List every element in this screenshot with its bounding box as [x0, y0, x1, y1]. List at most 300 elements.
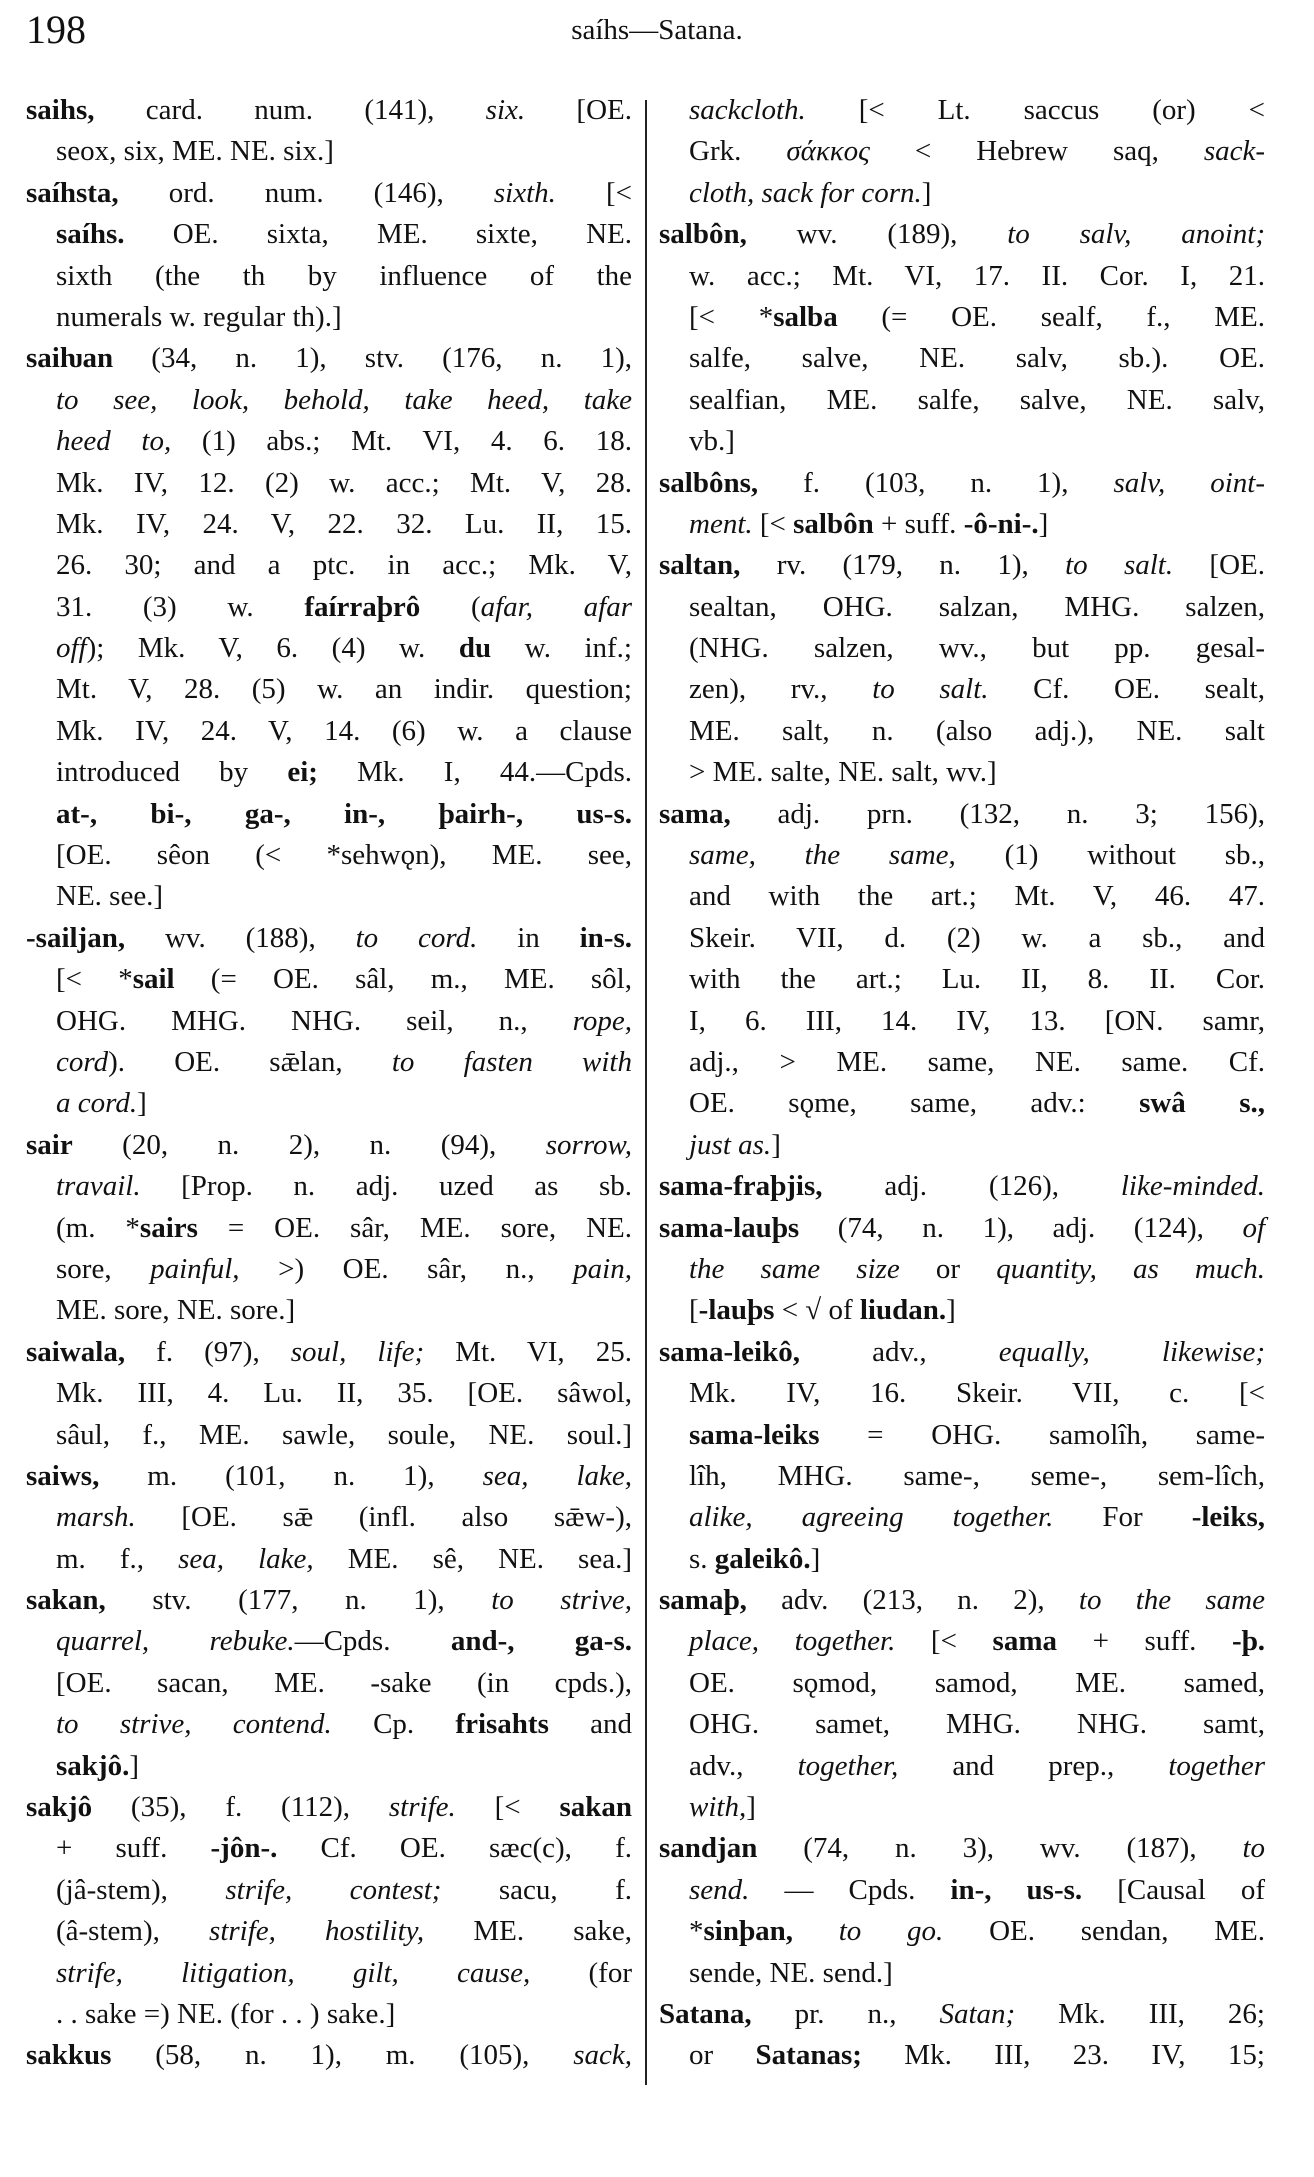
- entry-headline: [659, 214, 1265, 255]
- gloss: sackcloth.: [689, 94, 806, 126]
- headword: -ô-ni-.: [963, 507, 1039, 540]
- text-run: vb.]: [689, 425, 735, 458]
- text-run: adv. (213, n. 2),: [746, 1584, 1079, 1617]
- text-run: wv. (189),: [746, 218, 1008, 251]
- headword: saiƕan: [26, 342, 114, 375]
- gloss: sorrow,: [545, 1128, 632, 1161]
- text-run: sacu, f.: [441, 1873, 633, 1906]
- text-run: Mt. VI, 25.: [424, 1335, 632, 1368]
- text-run: Cp.: [331, 1708, 456, 1741]
- headword: salbôns,: [659, 466, 759, 499]
- entry-line: [659, 959, 1265, 1000]
- entry-line: [659, 1870, 1265, 1911]
- text-run: adv.,: [799, 1335, 999, 1368]
- entry-line: [659, 1704, 1265, 1745]
- text-run: ]: [1038, 507, 1049, 540]
- text-run: adj. prn. (132, n. 3; 156),: [730, 797, 1265, 830]
- text-run: —Cpds.: [294, 1625, 451, 1658]
- gloss: to salt.: [1065, 549, 1174, 582]
- entry-line: [659, 1249, 1265, 1290]
- entry-line: [659, 876, 1265, 917]
- gloss: just as.: [689, 1128, 772, 1161]
- entry-line: [26, 380, 632, 421]
- entry-line: [26, 628, 632, 669]
- gloss: strife.: [388, 1791, 456, 1824]
- entry-line: [26, 1870, 632, 1911]
- text-run: and prep.,: [898, 1749, 1169, 1782]
- entry-line: [659, 628, 1265, 669]
- entry-line: [26, 1415, 632, 1456]
- gloss: to go.: [838, 1915, 944, 1948]
- entry-headline: [659, 1580, 1265, 1621]
- headword: sair: [26, 1128, 73, 1161]
- text-run: pr. n.,: [751, 1997, 940, 2030]
- text-run: [: [689, 1294, 699, 1327]
- text-run: = OE. sâr, ME. sore, NE.: [197, 1211, 633, 1244]
- entry-line: [26, 1290, 632, 1331]
- text-run: (= OE. sealf, f., ME.: [837, 300, 1265, 333]
- entry-line: [26, 1704, 632, 1745]
- entry-line: [659, 1539, 1265, 1580]
- text-run: (74, n. 3), wv. (187),: [757, 1832, 1243, 1865]
- gloss: sea, lake,: [178, 1542, 314, 1575]
- headword: sakjô.: [56, 1749, 130, 1782]
- running-head: saíhs—Satana.: [571, 14, 743, 46]
- gloss: Satan;: [939, 1997, 1016, 2030]
- text-run: *: [689, 1915, 704, 1948]
- text-run: (74, n. 1), adj. (124),: [799, 1211, 1243, 1244]
- gloss: to the same: [1078, 1584, 1265, 1617]
- entry-headline: [26, 173, 632, 214]
- entry-line: [26, 214, 632, 255]
- headword: in-, us-s.: [950, 1873, 1083, 1906]
- entry-line: [659, 1621, 1265, 1662]
- entry-line: [659, 711, 1265, 752]
- text-run: — Cpds.: [749, 1873, 951, 1906]
- text-run: (1) abs.; Mt. VI, 4. 6. 18.: [171, 425, 632, 458]
- gloss: together: [1168, 1749, 1265, 1782]
- entry-line: [659, 1953, 1265, 1994]
- text-run: 31. (3) w.: [56, 590, 305, 623]
- gloss: of: [1242, 1211, 1265, 1244]
- gloss: strife, hostility,: [209, 1915, 425, 1948]
- entry-line: [26, 711, 632, 752]
- headword: ei;: [287, 756, 318, 789]
- text-run: Mk. III, 4. Lu. II, 35. [OE. sâwol,: [56, 1377, 632, 1410]
- text-run: (NHG. salzen, wv., but pp. gesal-: [689, 632, 1265, 665]
- text-run: 26. 30; and a ptc. in acc.; Mk. V,: [56, 549, 632, 582]
- text-run: f. (103, n. 1),: [758, 466, 1114, 499]
- entry-line: [659, 1663, 1265, 1704]
- text-run: ). OE. sǣlan,: [108, 1045, 392, 1078]
- text-run: OE. sǫme, same, adv.:: [689, 1087, 1140, 1120]
- text-run: f. (97),: [125, 1335, 291, 1368]
- entry-line: [26, 752, 632, 793]
- headword: sama-fraþjis,: [659, 1170, 823, 1203]
- text-run: [OE. sêon (< *sehwǫn), ME. see,: [56, 839, 632, 872]
- headword: saiwala,: [26, 1335, 126, 1368]
- entry-line: [26, 959, 632, 1000]
- text-run: sealtan, OHG. salzan, MHG. salzen,: [689, 590, 1265, 623]
- entry-line: [659, 1042, 1265, 1083]
- text-run: NE. see.]: [56, 880, 164, 913]
- text-run: ME. sê, NE. sea.]: [313, 1542, 632, 1575]
- entry-line: [26, 421, 632, 462]
- gloss: with,: [689, 1791, 747, 1824]
- text-run: ]: [810, 1542, 821, 1575]
- entry-line: [659, 1125, 1265, 1166]
- gloss: strife, contest;: [225, 1873, 442, 1906]
- text-run: OHG. MHG. NHG. seil, n.,: [56, 1004, 573, 1037]
- headword: frisahts: [455, 1708, 549, 1741]
- entry-line: [26, 1953, 632, 1994]
- gloss: afar, afar: [480, 590, 632, 623]
- gloss: salv, oint-: [1113, 466, 1265, 499]
- gloss: rope,: [572, 1004, 632, 1037]
- text-run: sealfian, ME. salfe, salve, NE. salv,: [689, 383, 1265, 416]
- gloss: equally, likewise;: [998, 1335, 1265, 1368]
- gloss: alike, agreeing together.: [689, 1501, 1054, 1534]
- headword: saltan,: [659, 549, 741, 582]
- text-run: [<: [895, 1625, 993, 1658]
- entry-line: [659, 752, 1265, 793]
- entry-headline: [26, 918, 632, 959]
- headword: sail: [132, 963, 175, 996]
- text-run: < √ of: [774, 1294, 860, 1327]
- text-run: salfe, salve, NE. salv, sb.). OE.: [689, 342, 1265, 375]
- page-number: 198: [26, 7, 86, 52]
- headword: sama-leikô,: [659, 1335, 800, 1368]
- entry-line: [26, 1746, 632, 1787]
- gloss: sack-: [1203, 135, 1265, 168]
- entry-headline: [659, 463, 1265, 504]
- text-run: [OE. sacan, ME. -sake (in cpds.),: [56, 1666, 632, 1699]
- gloss: to salv, anoint;: [1007, 218, 1266, 251]
- entry-line: [659, 1373, 1265, 1414]
- headword: sama,: [659, 797, 731, 830]
- text-run: sixth (the th by influence of the: [56, 259, 632, 292]
- gloss: marsh.: [56, 1501, 136, 1534]
- headword: -þ.: [1231, 1625, 1265, 1658]
- text-run: numerals w. regular th).]: [56, 300, 342, 333]
- entry-line: [26, 835, 632, 876]
- text-run: or: [689, 2039, 756, 2072]
- text-run: ME. sake,: [424, 1915, 632, 1948]
- entry-headline: [26, 1125, 632, 1166]
- right-column: [659, 90, 1265, 2077]
- entry-line: [659, 173, 1265, 214]
- headword: galeikô.: [714, 1542, 811, 1575]
- text-run: w. inf.;: [491, 632, 632, 665]
- entry-line: [26, 1249, 632, 1290]
- text-run: with the art.; Lu. II, 8. II. Cor.: [689, 963, 1265, 996]
- gloss: to strive, contend.: [56, 1708, 332, 1741]
- headword: -jôn-.: [210, 1832, 278, 1865]
- entry-line: [26, 1911, 632, 1952]
- entry-line: [659, 1001, 1265, 1042]
- headword: saihs,: [26, 94, 95, 126]
- text-run: (20, n. 2), n. (94),: [72, 1128, 546, 1161]
- entry-line: [659, 504, 1265, 545]
- text-run: w. acc.; Mt. VI, 17. II. Cor. I, 21.: [689, 259, 1265, 292]
- headword: -lauþs: [698, 1294, 775, 1327]
- entry-headline: [26, 1787, 632, 1828]
- text-run: (1) without sb.,: [955, 839, 1265, 872]
- entry-line: [659, 918, 1265, 959]
- entry-line: [26, 876, 632, 917]
- gloss: to cord.: [355, 921, 478, 954]
- entry-headline: [659, 1994, 1265, 2035]
- text-run: ]: [946, 1294, 956, 1327]
- text-run: ]: [921, 176, 932, 209]
- gloss: heed to,: [56, 425, 172, 458]
- headword: -sailjan,: [26, 921, 126, 954]
- entry-line: [26, 1373, 632, 1414]
- gloss: the same size: [689, 1252, 900, 1285]
- text-run: stv. (177, n. 1),: [105, 1584, 492, 1617]
- text-run: Mt. V, 28. (5) w. an indir. question;: [56, 673, 632, 706]
- headword: sama-leiks: [689, 1418, 820, 1451]
- entry-line: [659, 380, 1265, 421]
- entry-headline: [659, 1166, 1265, 1207]
- text-run: ]: [746, 1791, 756, 1824]
- headword: salba: [773, 300, 838, 333]
- entry-line: [659, 338, 1265, 379]
- text-run: [Prop. n. adj. uzed as sb.: [140, 1170, 632, 1203]
- entry-line: [26, 587, 632, 628]
- text-run: in: [477, 921, 580, 954]
- text-run: > ME. salte, NE. salt, wv.]: [689, 756, 997, 789]
- text-run: ); Mk. V, 6. (4) w.: [86, 632, 459, 665]
- entry-headline: [26, 1580, 632, 1621]
- headword: sama-lauþs: [659, 1211, 800, 1244]
- entry-line: [659, 421, 1265, 462]
- text-run: (â-stem),: [56, 1915, 210, 1948]
- entry-line: [26, 256, 632, 297]
- entry-line: [659, 2035, 1265, 2076]
- gloss: to strive,: [491, 1584, 632, 1617]
- text-run: [793, 1915, 839, 1947]
- headword: sandjan: [659, 1832, 758, 1865]
- entry-line: [659, 1083, 1265, 1124]
- text-run: s.: [689, 1542, 715, 1575]
- headword: saiws,: [26, 1459, 100, 1492]
- text-run: sâul, f., ME. sawle, soule, NE. soul.]: [56, 1418, 632, 1451]
- text-run: wv. (188),: [125, 921, 356, 954]
- entry-headline: [659, 1828, 1265, 1869]
- text-run: (= OE. sâl, m., ME. sôl,: [174, 963, 632, 996]
- entry-line: [659, 90, 1265, 131]
- gloss: sack,: [573, 2039, 632, 2072]
- headword: sakan: [559, 1791, 632, 1824]
- entry-line: [659, 1497, 1265, 1538]
- text-run: OE. sendan, ME.: [943, 1915, 1266, 1948]
- text-run: ]: [129, 1749, 139, 1782]
- entry-line: [659, 1911, 1265, 1952]
- headword: samaþ,: [659, 1584, 747, 1617]
- entry-line: [26, 669, 632, 710]
- headword: at-, bi-, ga-, in-, þairh-, us-s.: [56, 797, 632, 830]
- text-run: ME. sore, NE. sore.]: [56, 1294, 296, 1327]
- entry-line: [659, 835, 1265, 876]
- entry-line: [659, 1746, 1265, 1787]
- text-run: Skeir. VII, d. (2) w. a sb., and: [689, 921, 1265, 954]
- text-run: zen), rv.,: [689, 673, 873, 706]
- text-run: ]: [771, 1128, 781, 1161]
- text-run: (for: [530, 1956, 632, 1989]
- gloss: travail.: [56, 1170, 141, 1203]
- gloss: σάκκος: [786, 135, 870, 168]
- entry-headline: [659, 1208, 1265, 1249]
- gloss: strife, litigation, gilt, cause,: [56, 1956, 531, 1989]
- gloss: same, the same,: [689, 839, 956, 872]
- text-run: . . sake =) NE. (for . . ) sake.]: [56, 1997, 396, 2030]
- text-run: seox, six, ME. NE. six.]: [56, 135, 334, 168]
- text-run: (: [420, 590, 481, 623]
- entry-line: [659, 1787, 1265, 1828]
- entry-line: [26, 1001, 632, 1042]
- gloss: a cord.: [56, 1087, 138, 1120]
- text-run: Mk. IV, 16. Skeir. VII, c. [<: [689, 1377, 1265, 1410]
- text-run: (35), f. (112),: [92, 1791, 389, 1824]
- gloss: painful,: [150, 1252, 240, 1285]
- entry-line: [26, 504, 632, 545]
- entry-headline: [659, 545, 1265, 586]
- text-run: [<: [455, 1791, 560, 1824]
- entry-line: [26, 1497, 632, 1538]
- entry-line: [659, 1290, 1265, 1331]
- headword: du: [458, 632, 492, 665]
- entry-headline: [26, 2035, 632, 2076]
- text-run: Grk.: [689, 135, 787, 168]
- headword: sakjô: [26, 1791, 93, 1824]
- headword: sakan,: [26, 1584, 106, 1617]
- headword: salbôn: [793, 507, 874, 540]
- gloss: sixth.: [493, 176, 556, 209]
- text-run: introduced by: [56, 756, 288, 789]
- text-run: [< *: [689, 300, 774, 333]
- gloss: six.: [485, 94, 526, 126]
- text-run: sore,: [56, 1252, 151, 1285]
- text-run: I, 6. III, 14. IV, 13. [ON. samr,: [689, 1004, 1265, 1037]
- text-run: ME. salt, n. (also adj.), NE. salt: [689, 714, 1265, 747]
- text-run: [Causal of: [1082, 1873, 1265, 1906]
- entry-line: [26, 297, 632, 338]
- text-run: OHG. samet, MHG. NHG. samt,: [689, 1708, 1265, 1741]
- headword: sinþan,: [703, 1915, 793, 1948]
- gloss: place, together.: [689, 1625, 896, 1658]
- entry-headline: [26, 1456, 632, 1497]
- gloss: to fasten with: [391, 1045, 632, 1078]
- text-run: OE. sǫmod, samod, ME. samed,: [689, 1666, 1265, 1699]
- text-run: + suff.: [873, 507, 964, 540]
- text-run: (jâ-stem),: [56, 1873, 226, 1906]
- headword: Satanas;: [755, 2039, 862, 2072]
- entry-line: [659, 669, 1265, 710]
- text-run: lîh, MHG. same-, seme-, sem-lîch,: [689, 1459, 1265, 1492]
- column-divider: [645, 100, 647, 2085]
- left-column: [26, 90, 632, 2077]
- text-run: [<: [752, 507, 794, 540]
- text-run: card. num. (141),: [94, 94, 486, 126]
- gloss: send.: [689, 1873, 750, 1906]
- gloss: soul, life;: [290, 1335, 425, 1368]
- headword: in-s.: [579, 921, 633, 954]
- text-run: adj., > ME. same, NE. same. Cf.: [689, 1045, 1265, 1078]
- text-run: [< *: [56, 963, 133, 996]
- headword: sakkus: [26, 2039, 112, 2072]
- text-run: and with the art.; Mt. V, 46. 47.: [689, 880, 1265, 913]
- entry-line: [26, 1539, 632, 1580]
- text-run: adv.,: [689, 1749, 798, 1782]
- headword: faírraþrô: [304, 590, 421, 623]
- text-run: rv. (179, n. 1),: [740, 549, 1066, 582]
- text-run: (34, n. 1), stv. (176, n. 1),: [113, 342, 632, 375]
- headword: swâ s.,: [1139, 1087, 1265, 1120]
- text-run: [< Lt. saccus (or) <: [805, 94, 1265, 126]
- gloss: together,: [797, 1749, 899, 1782]
- headword: and-, ga-s.: [450, 1625, 633, 1658]
- entry-line: [659, 297, 1265, 338]
- text-run: ord. num. (146),: [118, 176, 494, 209]
- entry-line: [26, 1994, 632, 2035]
- gloss: ment.: [689, 507, 753, 540]
- entry-headline: [26, 90, 632, 131]
- text-run: + suff.: [1056, 1625, 1232, 1658]
- text-run: = OHG. samolîh, same-: [819, 1418, 1265, 1451]
- entry-line: [659, 587, 1265, 628]
- entry-headline: [26, 1332, 632, 1373]
- text-run: adj. (126),: [822, 1170, 1121, 1203]
- headword: salbôn,: [659, 218, 747, 251]
- gloss: cord: [56, 1045, 109, 1078]
- gloss: to see, look, behold, take heed, take: [56, 383, 632, 416]
- text-run: and: [548, 1708, 633, 1741]
- gloss: off: [56, 632, 87, 665]
- entry-line: [659, 131, 1265, 172]
- text-run: >) OE. sâr, n.,: [239, 1252, 574, 1285]
- entry-line: [26, 1083, 632, 1124]
- text-run: (m. *: [56, 1211, 140, 1244]
- text-run: < Hebrew saq,: [869, 135, 1204, 168]
- text-run: [OE.: [1173, 549, 1265, 582]
- text-run: For: [1053, 1501, 1192, 1534]
- headword: Satana,: [659, 1997, 752, 2030]
- gloss: sea, lake,: [482, 1459, 632, 1492]
- entry-line: [26, 1621, 632, 1662]
- text-run: [<: [555, 176, 633, 209]
- entry-headline: [659, 794, 1265, 835]
- text-run: m. f.,: [56, 1542, 179, 1575]
- gloss: to salt.: [872, 673, 989, 706]
- text-run: or: [899, 1252, 997, 1285]
- gloss: quantity, as much.: [996, 1252, 1265, 1285]
- entry-line: [659, 1415, 1265, 1456]
- text-run: OE. sixta, ME. sixte, NE.: [124, 218, 632, 251]
- headword: saíhs.: [56, 218, 125, 251]
- text-run: [OE. sǣ (infl. also sǣw-),: [135, 1501, 632, 1534]
- text-run: Mk. I, 44.—Cpds.: [317, 756, 632, 789]
- text-run: sende, NE. send.]: [689, 1956, 893, 1989]
- text-run: Mk. IV, 24. V, 14. (6) w. a clause: [56, 714, 632, 747]
- gloss: cloth, sack for corn.: [689, 176, 922, 209]
- text-run: ]: [137, 1087, 147, 1120]
- headword: liudan.: [859, 1294, 947, 1327]
- text-run: + suff.: [56, 1832, 211, 1865]
- entry-line: [26, 1208, 632, 1249]
- text-run: Mk. III, 26;: [1015, 1997, 1265, 2030]
- gloss: to: [1242, 1832, 1265, 1865]
